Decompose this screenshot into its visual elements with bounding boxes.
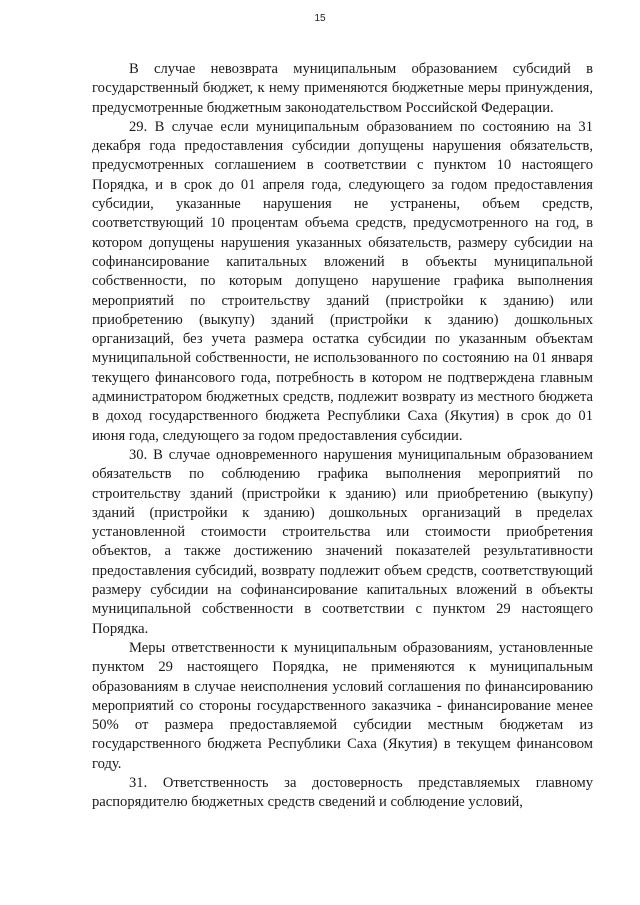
- paragraph-responsibility-measures: Меры ответственности к муниципальным образованиям, установленные пунктом 29 настоящего Порядка, не применяются к муниципальным образованиям в случае неисполнения условий соглашения по финансированию мероприятий со стороны государственного заказчика - финансирование менее 50% от размера предоставляемой субсидии местным бюджетам из государственного бюджета Республики Саха (Якутия) в текущем финансовом году.: [92, 639, 593, 772]
- paragraph-29: 29. В случае если муниципальным образованием по состоянию на 31 декабря года предоставления субсидии допущены нарушения обязательств, предусмотренных соглашением в соответствии с пунктом 10 настоящего Порядка, и в срок до 01 апреля года, следующего за годом предоставления субсидии, указанные нарушения не устранены, объем средств, соответствующий 10 процентам объема средств, предусмотренного на год, в котором допущены нарушения указанных обязательств, размеру субсидии на софинансирование капитальных вложений в объекты муниципальной собственности, по которым допущено нарушение графика выполнения мероприятий по строительству зданий (пристройки к зданию) или приобретению (выкупу) зданий (пристройки к зданию) дошкольных организаций, без учета размера остатка субсидии по указанным объектам муниципальной собственности, не использованного по состоянию на 01 января текущего финансового года, потребность в котором не подтверждена главным администратором бюджетных средств, подлежит возврату из местного бюджета в доход государственного бюджета Республики Саха (Якутия) в срок до 01 июня года, следующего за годом предоставления субсидии.: [92, 118, 593, 444]
- page-number: 15: [314, 13, 326, 24]
- paragraph-non-return-subsidies: В случае невозврата муниципальным образованием субсидий в государственный бюджет, к нему применяются бюджетные меры принуждения, предусмотренные бюджетным законодательством Российской Федерации.: [92, 61, 593, 116]
- document-body: [92, 60, 593, 813]
- paragraph-30: 30. В случае одновременного нарушения муниципальным образованием обязательств по соблюдению графика выполнения мероприятий по строительству зданий (пристройки к зданию) или приобретению (выкупу) зданий (пристройки к зданию) дошкольных организаций в пределах установленной стоимости строительства или стоимости приобретения объектов, а также достижению значений показателей результативности предоставления субсидий, возврату подлежит объем средств, соответствующий размеру субсидии на софинансирование капитальных вложений в объекты муниципальной собственности в соответствии с пунктом 29 настоящего Порядка.: [92, 446, 593, 637]
- paragraph-31: 31. Ответственность за достоверность представляемых главному распорядителю бюджетных средств сведений и соблюдение условий,: [92, 774, 593, 811]
